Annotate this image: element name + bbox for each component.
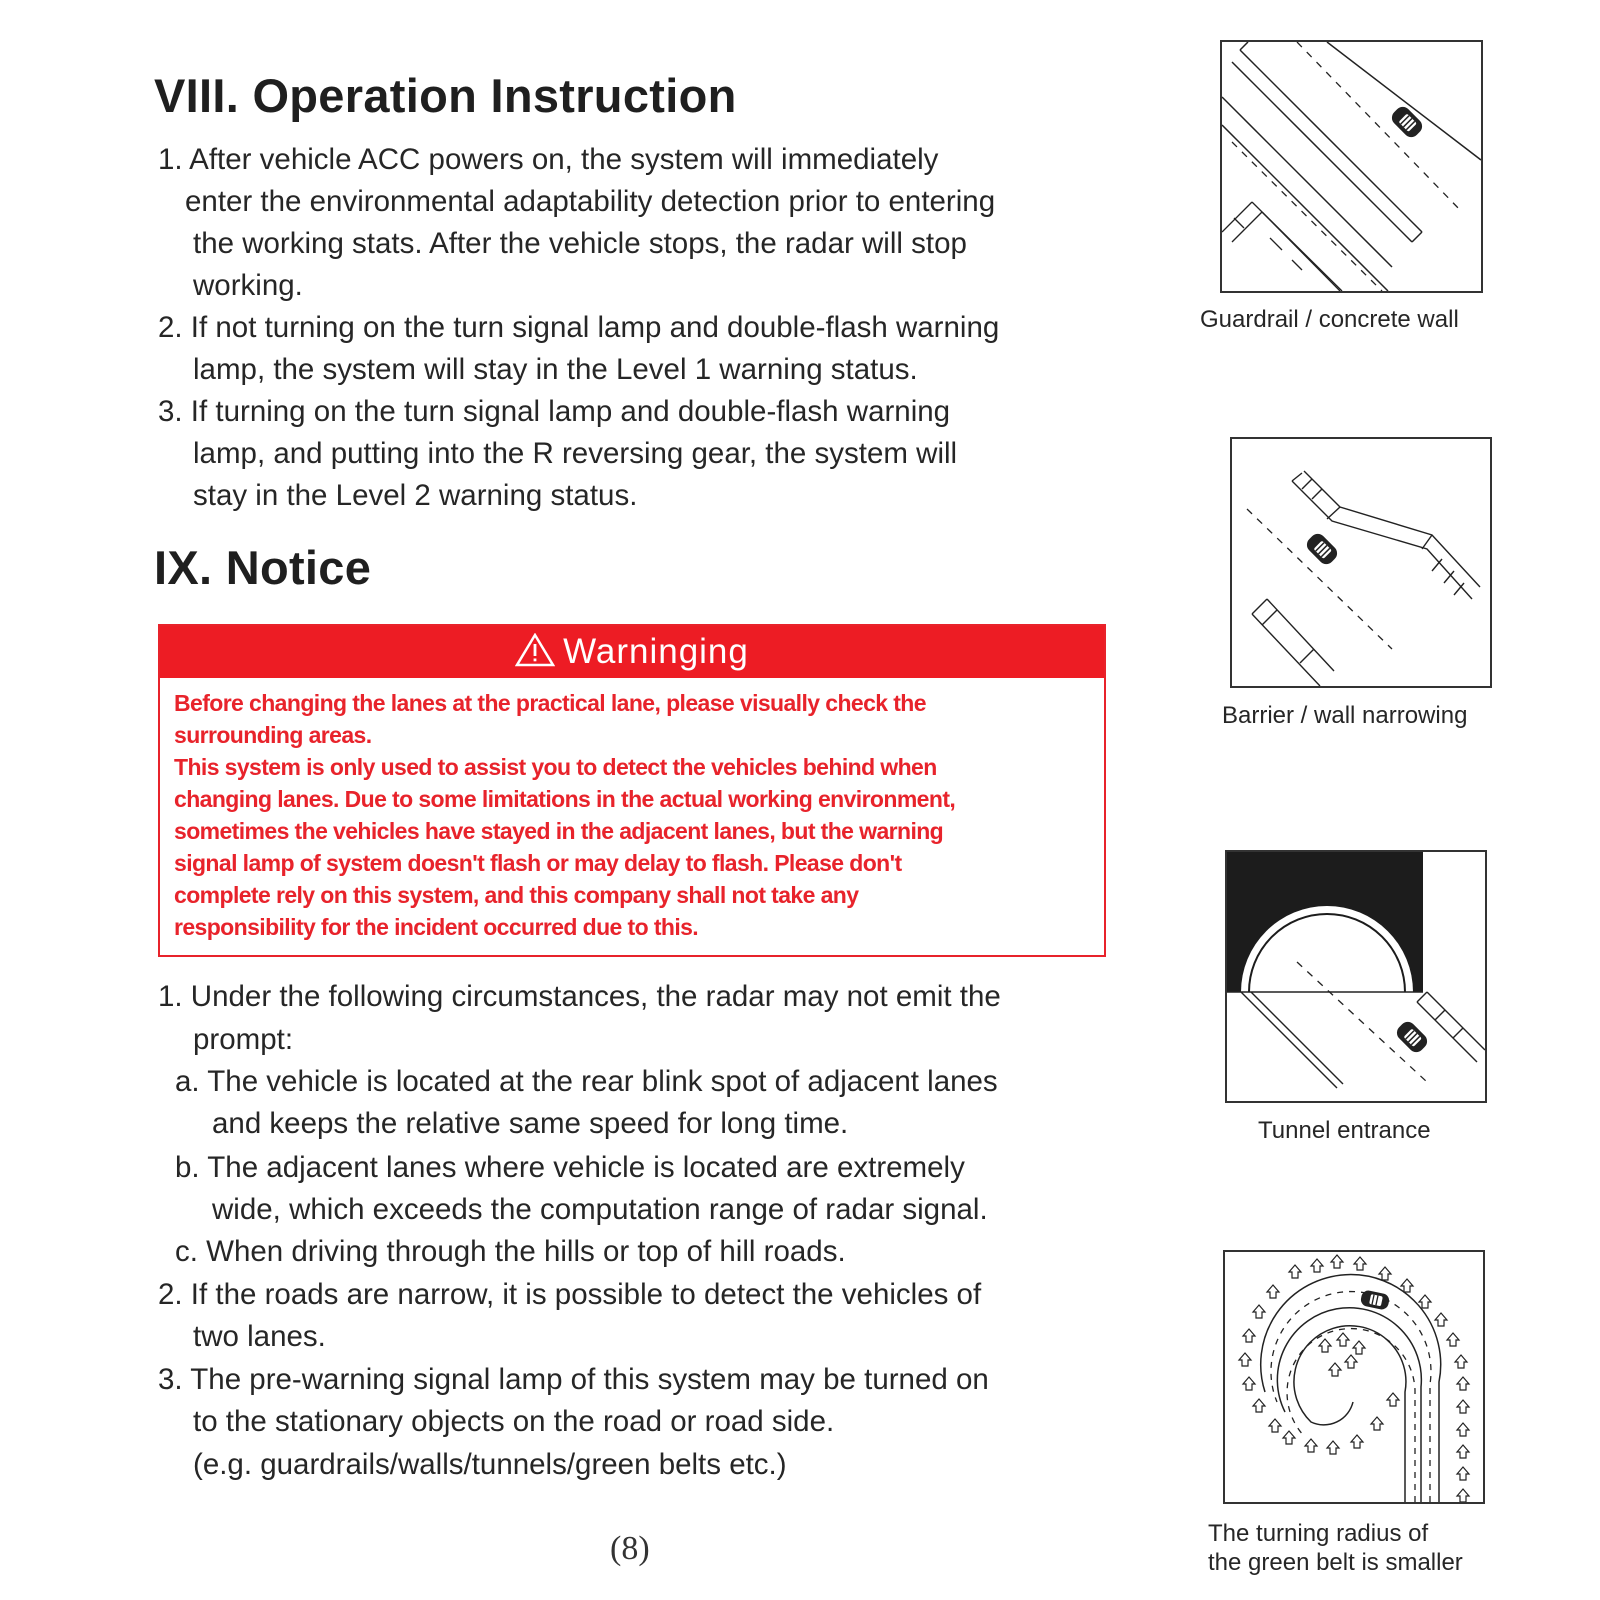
- s9-item-1-line-1: 1. Under the following circumstances, the radar may not emit the: [158, 980, 1001, 1013]
- s8-item-3-line-3: stay in the Level 2 warning status.: [193, 479, 638, 512]
- warning-line-7: complete rely on this system, and this company shall not take any: [174, 882, 859, 908]
- tree-icon: [1457, 1377, 1469, 1390]
- s8-item-1-line-3: the working stats. After the vehicle stops, the radar will stop: [193, 227, 967, 260]
- green-belt-figure: [1223, 1250, 1485, 1504]
- s8-item-3-line-1: 3. If turning on the turn signal lamp and double-flash warning: [158, 395, 951, 428]
- tree-icon: [1435, 1313, 1447, 1326]
- tree-icon: [1379, 1267, 1391, 1280]
- tree-icon: [1269, 1419, 1281, 1432]
- guardrail-caption: Guardrail / concrete wall: [1200, 306, 1459, 333]
- tunnel-caption: Tunnel entrance: [1258, 1117, 1431, 1144]
- s9-item-a-line-1: a. The vehicle is located at the rear blink spot of adjacent lanes: [175, 1065, 998, 1098]
- tree-icon: [1351, 1435, 1363, 1448]
- tree-icon: [1455, 1355, 1467, 1368]
- warning-triangle-icon: [515, 633, 555, 667]
- tree-icon: [1401, 1279, 1413, 1292]
- tree-icon: [1447, 1333, 1459, 1346]
- tree-icon: [1289, 1265, 1301, 1278]
- s9-item-1-line-2: prompt:: [193, 1023, 294, 1056]
- s9-item-2-line-2: two lanes.: [193, 1320, 326, 1353]
- tree-icon: [1253, 1399, 1265, 1412]
- warning-line-2: surrounding areas.: [174, 722, 372, 748]
- s9-item-3-line-2: to the stationary objects on the road or road side.: [193, 1405, 835, 1438]
- s8-item-1-line-1: 1. After vehicle ACC powers on, the system will immediately: [158, 143, 939, 176]
- s9-item-c: c. When driving through the hills or top of hill roads.: [175, 1235, 846, 1268]
- s8-item-2-line-2: lamp, the system will stay in the Level 1 warning status.: [193, 353, 918, 386]
- tree-icon: [1243, 1377, 1255, 1390]
- warning-title: Warninging: [563, 632, 749, 671]
- green-belt-caption-line-1: The turning radius of: [1208, 1520, 1429, 1547]
- s9-item-2-line-1: 2. If the roads are narrow, it is possible to detect the vehicles of: [158, 1278, 982, 1311]
- warning-line-3: This system is only used to assist you to detect the vehicles behind when: [174, 754, 937, 780]
- warning-line-8: responsibility for the incident occurred due to this.: [174, 914, 699, 940]
- s8-item-1-line-2: enter the environmental adaptability detection prior to entering: [185, 185, 996, 218]
- warning-box: [158, 624, 1106, 957]
- tree-icon: [1329, 1363, 1341, 1376]
- green-belt-caption-line-2: the green belt is smaller: [1208, 1549, 1463, 1576]
- s8-item-3-line-2: lamp, and putting into the R reversing gear, the system will: [193, 437, 958, 470]
- tree-icon: [1305, 1439, 1317, 1452]
- car-icon: [1360, 1289, 1391, 1310]
- section-9-title: IX. Notice: [154, 541, 372, 594]
- tree-icon: [1311, 1259, 1323, 1272]
- s9-item-3-line-1: 3. The pre-warning signal lamp of this system may be turned on: [158, 1363, 989, 1396]
- tree-icon: [1457, 1489, 1469, 1502]
- guardrail-figure: [1220, 40, 1483, 293]
- tree-icon: [1457, 1467, 1469, 1480]
- tree-icon: [1331, 1255, 1343, 1268]
- warning-line-4: changing lanes. Due to some limitations in the actual working environment,: [174, 786, 956, 812]
- s9-item-3-line-3: (e.g. guardrails/walls/tunnels/green belts etc.): [193, 1448, 787, 1481]
- tree-icon: [1457, 1445, 1469, 1458]
- warning-header: [160, 626, 1104, 678]
- car-icon: [1394, 1019, 1431, 1056]
- s8-item-1-line-4: working.: [193, 269, 303, 302]
- tree-icon: [1419, 1295, 1431, 1308]
- warning-line-1: Before changing the lanes at the practical lane, please visually check the: [174, 690, 926, 716]
- tree-icon: [1371, 1417, 1383, 1430]
- s9-item-b-line-1: b. The adjacent lanes where vehicle is located are extremely: [175, 1151, 965, 1184]
- page-number: (8): [610, 1530, 650, 1567]
- barrier-figure: [1230, 437, 1492, 688]
- car-icon: [1304, 531, 1341, 568]
- section-8-title: VIII. Operation Instruction: [154, 69, 737, 122]
- tree-icon: [1387, 1393, 1399, 1406]
- warning-line-5: sometimes the vehicles have stayed in the adjacent lanes, but the warning: [174, 818, 944, 844]
- tree-icon: [1337, 1333, 1349, 1346]
- tree-icon: [1283, 1431, 1295, 1444]
- tree-icon: [1239, 1353, 1251, 1366]
- tree-icon: [1353, 1341, 1365, 1354]
- s8-item-2-line-1: 2. If not turning on the turn signal lamp and double-flash warning: [158, 311, 1000, 344]
- tunnel-figure: [1225, 850, 1487, 1103]
- tree-icon: [1457, 1423, 1469, 1436]
- s9-item-b-line-2: wide, which exceeds the computation range of radar signal.: [212, 1193, 988, 1226]
- warning-line-6: signal lamp of system doesn't flash or may delay to flash. Please don't: [174, 850, 902, 876]
- s9-item-a-line-2: and keeps the relative same speed for long time.: [212, 1107, 849, 1140]
- tree-icon: [1267, 1285, 1279, 1298]
- tree-icon: [1253, 1305, 1265, 1318]
- tree-icon: [1345, 1355, 1357, 1368]
- tree-icon: [1354, 1257, 1366, 1270]
- tree-icon: [1457, 1400, 1469, 1413]
- tree-icon: [1327, 1441, 1339, 1454]
- car-icon: [1389, 104, 1426, 141]
- tree-icon: [1319, 1339, 1331, 1352]
- tree-icon: [1243, 1329, 1255, 1342]
- barrier-caption: Barrier / wall narrowing: [1222, 702, 1468, 729]
